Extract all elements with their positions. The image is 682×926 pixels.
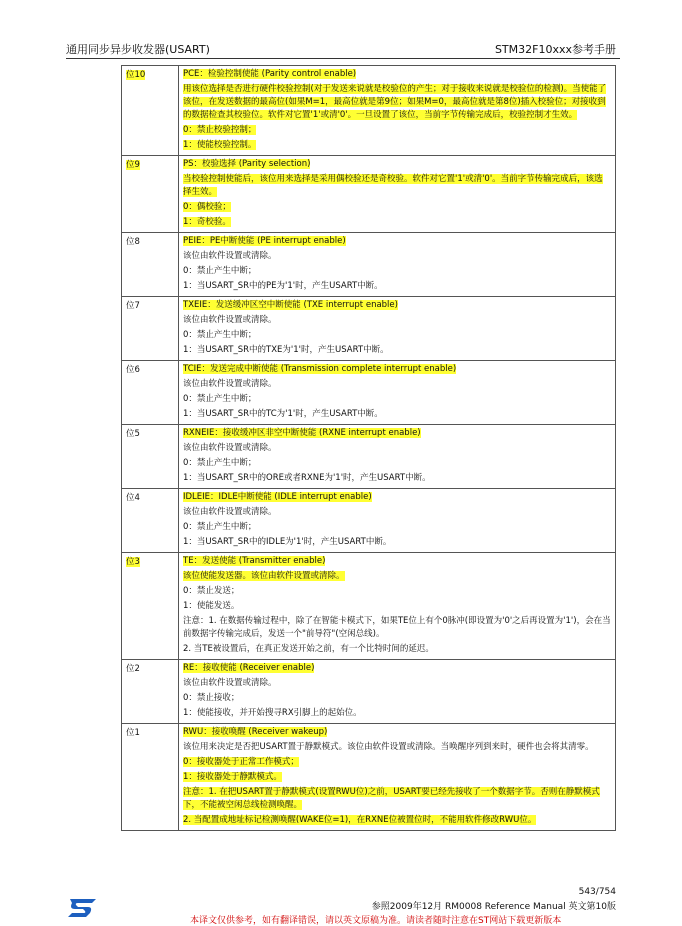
- description-text: IDLEIE：IDLE中断使能 (IDLE interrupt enable): [183, 492, 372, 502]
- bit-label: 位9: [126, 160, 140, 170]
- description-line: [183, 408, 611, 421]
- description-line: [183, 378, 611, 391]
- description-text: 0：接收器处于正常工作模式；: [183, 757, 299, 767]
- description-line: [183, 506, 611, 519]
- description-cell: [179, 66, 616, 156]
- field-title: [183, 363, 611, 376]
- table-row: [122, 297, 616, 361]
- description-cell: [179, 425, 616, 489]
- field-title: [183, 491, 611, 504]
- description-line: [183, 124, 611, 137]
- description-line: [183, 585, 611, 598]
- bit-cell: [122, 297, 179, 361]
- table-row: [122, 425, 616, 489]
- description-line: [183, 265, 611, 278]
- description-line: [183, 600, 611, 613]
- page-number: 543/754: [578, 887, 616, 897]
- description-text: RWU：接收唤醒 (Receiver wakeup): [183, 727, 328, 737]
- description-cell: [179, 553, 616, 660]
- description-text: 0：偶校验；: [183, 202, 231, 212]
- field-title: [183, 68, 611, 81]
- description-line: [183, 201, 611, 214]
- field-title: [183, 662, 611, 675]
- bit-cell: [122, 553, 179, 660]
- bit-cell: [122, 233, 179, 297]
- description-line: [183, 329, 611, 342]
- description-text: RXNEIE：接收缓冲区非空中断使能 (RXNE interrupt enable): [183, 428, 421, 438]
- description-cell: [179, 297, 616, 361]
- table-row: [122, 489, 616, 553]
- bit-label: 位2: [126, 664, 140, 674]
- description-text: 1：当USART_SR中的ORE或者RXNE为'1'时，产生USART中断。: [183, 473, 431, 483]
- description-line: [183, 457, 611, 470]
- bit-label: 位1: [126, 728, 140, 738]
- description-line: [183, 521, 611, 534]
- description-text: 用该位选择是否进行硬件校验控制(对于发送来说就是校验位的产生；对于接收来说就是校验位的检测)。当使能了该位，在发送数据的最高位(如果M=1，最高位就是第9位；如果M=0，最高位就是第8位)插入校验位；对接收到的数据检查其校验位。软件对它置'1'或清'0'。一旦设置了该位，当前字节传输完成后，校验控制才生效。: [183, 84, 607, 120]
- description-text: 1：当USART_SR中的IDLE为'1'时，产生USART中断。: [183, 537, 392, 547]
- description-line: [183, 216, 611, 229]
- description-text: PCE：检验控制使能 (Parity control enable): [183, 69, 357, 79]
- description-line: [183, 677, 611, 690]
- description-line: [183, 393, 611, 406]
- description-text: 2. 当TE被设置后，在真正发送开始之前，有一个比特时间的延迟。: [183, 644, 434, 654]
- description-line: [183, 139, 611, 152]
- header-title-right: STM32F10xxx参考手册: [494, 43, 616, 56]
- description-text: 1：接收器处于静默模式。: [183, 772, 282, 782]
- bit-cell: [122, 156, 179, 233]
- field-title: [183, 299, 611, 312]
- description-text: 1：奇校验。: [183, 217, 231, 227]
- description-text: 0：禁止产生中断；: [183, 330, 257, 340]
- field-title: [183, 555, 611, 568]
- bit-label: 位8: [126, 237, 140, 247]
- field-title: [183, 158, 611, 171]
- description-text: PS：校验选择 (Parity selection): [183, 159, 311, 169]
- description-line: [183, 83, 611, 122]
- description-text: 该位由软件设置或清除。: [183, 379, 277, 389]
- description-cell: [179, 660, 616, 724]
- bit-cell: [122, 660, 179, 724]
- bit-label: 位4: [126, 493, 140, 503]
- description-text: 该位由软件设置或清除。: [183, 443, 277, 453]
- description-text: 该位用来决定是否把USART置于静默模式。该位由软件设置或清除。当唤醒序列到来时，硬件也会将其清零。: [183, 742, 594, 752]
- description-cell: [179, 724, 616, 831]
- description-text: 注意：1. 在数据传输过程中，除了在智能卡模式下，如果TE位上有个0脉冲(即设置为'0'之后再设置为'1')，会在当前数据字传输完成后，发送一个"前导符"(空闲总线)。: [183, 616, 611, 639]
- description-line: [183, 173, 611, 199]
- description-line: [183, 570, 611, 583]
- bit-label: 位10: [126, 70, 146, 80]
- description-text: 0：禁止发送；: [183, 586, 240, 596]
- description-text: 1：当USART_SR中的TXE为'1'时，产生USART中断。: [183, 345, 389, 355]
- field-title: [183, 726, 611, 739]
- description-text: 0：禁止产生中断；: [183, 522, 257, 532]
- reference-note: 参照2009年12月 RM0008 Reference Manual 英文第10版: [371, 902, 616, 912]
- description-line: [183, 536, 611, 549]
- table-row: [122, 660, 616, 724]
- bit-label: 位6: [126, 365, 140, 375]
- st-logo-icon: [66, 895, 100, 921]
- description-line: [183, 472, 611, 485]
- header-title-left: 通用同步异步收发器(USART): [66, 43, 210, 56]
- bit-label: 位7: [126, 301, 140, 311]
- description-text: 0：禁止产生中断；: [183, 394, 257, 404]
- translation-disclaimer: 本译文仅供参考，如有翻译错误，请以英文原稿为准。请读者随时注意在ST网站下载更新版本: [190, 916, 562, 926]
- description-text: 0：禁止产生中断；: [183, 458, 257, 468]
- table-row: [122, 361, 616, 425]
- description-line: [183, 692, 611, 705]
- description-line: [183, 615, 611, 641]
- description-line: [183, 771, 611, 784]
- description-text: 0：禁止接收；: [183, 693, 240, 703]
- description-text: TXEIE：发送缓冲区空中断使能 (TXE interrupt enable): [183, 300, 398, 310]
- description-text: 该位由软件设置或清除。: [183, 678, 277, 688]
- description-line: [183, 643, 611, 656]
- description-text: RE：接收使能 (Receiver enable): [183, 663, 315, 673]
- table-row: [122, 724, 616, 831]
- description-text: 1：当USART_SR中的PE为'1'时，产生USART中断。: [183, 281, 383, 291]
- bit-cell: [122, 489, 179, 553]
- description-text: 该位使能发送器。该位由软件设置或清除。: [183, 571, 345, 581]
- field-title: [183, 235, 611, 248]
- description-line: [183, 280, 611, 293]
- bit-label: 位3: [126, 557, 140, 567]
- bit-cell: [122, 724, 179, 831]
- description-text: TE：发送使能 (Transmitter enable): [183, 556, 326, 566]
- description-text: 该位由软件设置或清除。: [183, 315, 277, 325]
- description-cell: [179, 489, 616, 553]
- description-line: [183, 756, 611, 769]
- description-line: [183, 344, 611, 357]
- register-bit-table: [121, 65, 616, 831]
- description-line: [183, 741, 611, 754]
- description-text: 注意：1. 在把USART置于静默模式(设置RWU位)之前，USART要已经先接收了一个数据字节。否则在静默模式下，不能被空闲总线检测唤醒。: [183, 787, 600, 810]
- description-text: 1：当USART_SR中的TC为'1'时，产生USART中断。: [183, 409, 383, 419]
- description-text: 0：禁止校验控制；: [183, 125, 257, 135]
- description-text: 该位由软件设置或清除。: [183, 251, 277, 261]
- description-text: 1：使能发送。: [183, 601, 240, 611]
- description-text: 1：使能接收，并开始搜寻RX引脚上的起始位。: [183, 708, 362, 718]
- description-line: [183, 314, 611, 327]
- description-text: 当校验控制使能后，该位用来选择是采用偶校验还是奇校验。软件对它置'1'或清'0'。当前字节传输完成后，该选择生效。: [183, 174, 603, 197]
- description-text: 2. 当配置成地址标记检测唤醒(WAKE位=1)，在RXNE位被置位时，不能用软件修改RWU位。: [183, 815, 537, 825]
- bit-cell: [122, 361, 179, 425]
- table-row: [122, 233, 616, 297]
- table-row: [122, 156, 616, 233]
- description-text: 该位由软件设置或清除。: [183, 507, 277, 517]
- description-line: [183, 250, 611, 263]
- description-line: [183, 814, 611, 827]
- table-row: [122, 66, 616, 156]
- table-row: [122, 553, 616, 660]
- description-line: [183, 707, 611, 720]
- bit-cell: [122, 425, 179, 489]
- description-cell: [179, 233, 616, 297]
- description-text: PEIE：PE中断使能 (PE interrupt enable): [183, 236, 346, 246]
- description-text: TCIE：发送完成中断使能 (Transmission complete interrupt enable): [183, 364, 457, 374]
- description-cell: [179, 156, 616, 233]
- field-title: [183, 427, 611, 440]
- description-cell: [179, 361, 616, 425]
- description-text: 0：禁止产生中断；: [183, 266, 257, 276]
- description-line: [183, 442, 611, 455]
- bit-cell: [122, 66, 179, 156]
- bit-label: 位5: [126, 429, 140, 439]
- description-line: [183, 786, 611, 812]
- description-text: 1：使能校验控制。: [183, 140, 257, 150]
- header-divider: [66, 58, 620, 59]
